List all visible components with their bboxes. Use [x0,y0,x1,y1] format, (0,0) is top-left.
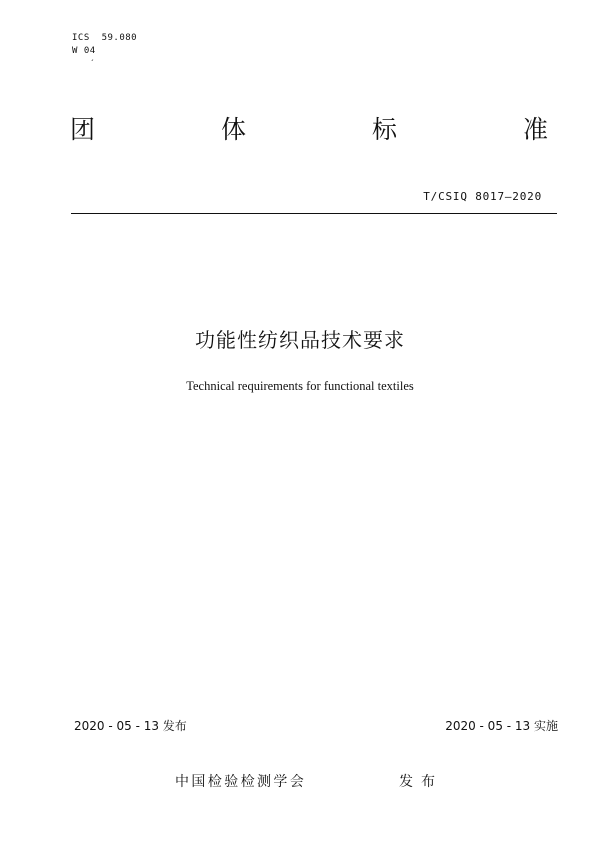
header-divider [71,213,557,214]
implementation-date: 2020 - 05 - 13 实施 [445,719,558,733]
document-title-english: Technical requirements for functional textiles [186,379,414,393]
standard-type-char: 准 [522,115,548,144]
standard-type-heading [70,114,548,146]
publish-label: 发布 [399,774,443,790]
standard-number: T/CSIQ 8017—2020 [423,190,542,203]
standard-type-char: 标 [371,115,397,144]
tick-mark: ˊ [90,59,94,68]
standard-type-char: 团 [70,115,96,144]
publisher-name: 中国检验检测学会 [175,774,307,790]
standard-type-char: 体 [220,115,246,144]
document-title-chinese: 功能性纺织品技术要求 [195,328,405,352]
ics-code: ICS 59.080 [72,33,138,43]
ccs-code: W 04 [72,46,96,56]
issue-date: 2020 - 05 - 13 发布 [74,719,187,733]
